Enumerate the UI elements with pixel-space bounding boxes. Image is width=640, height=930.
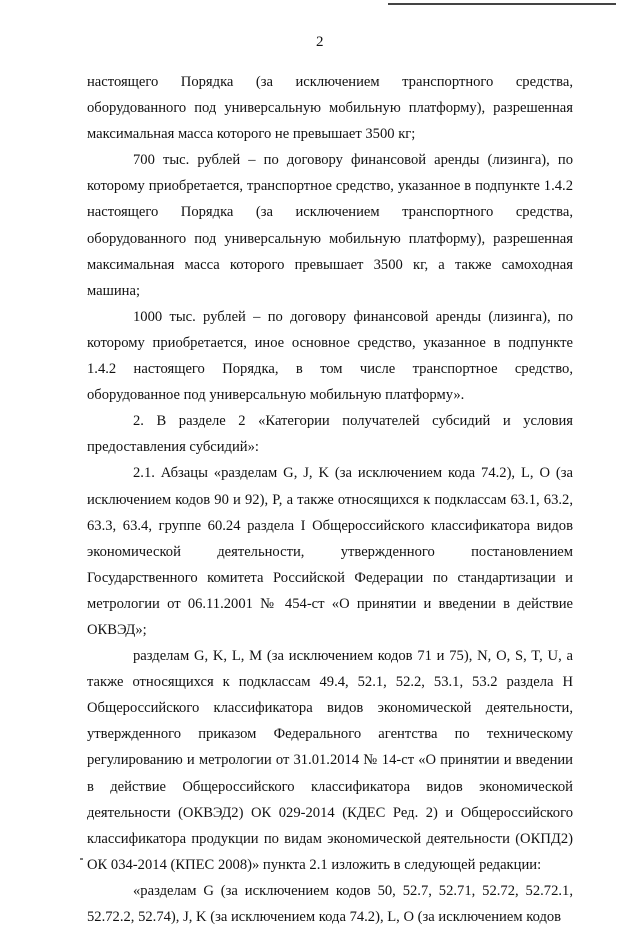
paragraph: 1000 тыс. рублей – по договору финансовой аренды (лизинга), по которому приобретается, иное основное средство, указанное в подпункте 1.4.2 настоящего Порядка, в том числе транспортное средство, оборудованное под универсальную мобильную платформу». bbox=[87, 308, 573, 404]
paragraph: 2.1. Абзацы «разделам G, J, K (за исключением кода 74.2), L, O (за исключением кодов 90 и 92), P, а также относящихся к подклассам 63.1, 63.2, 63.3, 63.4, группе 60.24 раздела I Общероссийского классификатора видов экономической деятельности, утвержденного постановлением Государственного комитета Российской Федерации по стандартизации и метрологии от 06.11.2001 № 454-ст «О принятии и введении в действие ОКВЭД»; bbox=[87, 465, 573, 638]
paragraph: «разделам G (за исключением кодов 50, 52.7, 52.71, 52.72, 52.72.1, 52.72.2, 52.74), J, K (за исключением кода 74.2), L, O (за исключением кодов bbox=[87, 882, 573, 925]
paragraph: 2. В разделе 2 «Категории получателей субсидий и условия предоставления субсидий»: bbox=[87, 413, 573, 456]
document-body bbox=[87, 69, 573, 930]
scan-mark bbox=[80, 858, 83, 860]
paragraph: 700 тыс. рублей – по договору финансовой аренды (лизинга), по которому приобретается, транспортное средство, указанное в подпункте 1.4.2 настоящего Порядка (за исключением транспортного средства, оборудованного под универсальную мобильную платформу), разрешенная максимальная масса которого превышает 3500 кг, а также самоходная машина; bbox=[87, 152, 573, 299]
paragraph: настоящего Порядка (за исключением транспортного средства, оборудованного под универсальную мобильную платформу), разрешенная максимальная масса которого не превышает 3500 кг; bbox=[87, 74, 573, 143]
paragraph: разделам G, K, L, M (за исключением кодов 71 и 75), N, O, S, T, U, а также относящихся к подклассам 49.4, 52.1, 52.2, 53.1, 53.2 раздела H Общероссийского классификатора видов экономической деятельности, утвержденного приказом Федерального агентства по техническому регулированию и метрологии от 31.01.2014 № 14-ст «О принятии и введении в действие Общероссийского классификатора видов экономической деятельности (ОКВЭД2) ОК 029-2014 (КДЕС Ред. 2) и Общероссийского классификатора продукции по видам экономической деятельности (ОКПД2) ОК 034-2014 (КПЕС 2008)» пункта 2.1 изложить в следующей редакции: bbox=[87, 648, 573, 873]
top-rule bbox=[388, 3, 616, 5]
page-number: 2 bbox=[316, 34, 324, 50]
